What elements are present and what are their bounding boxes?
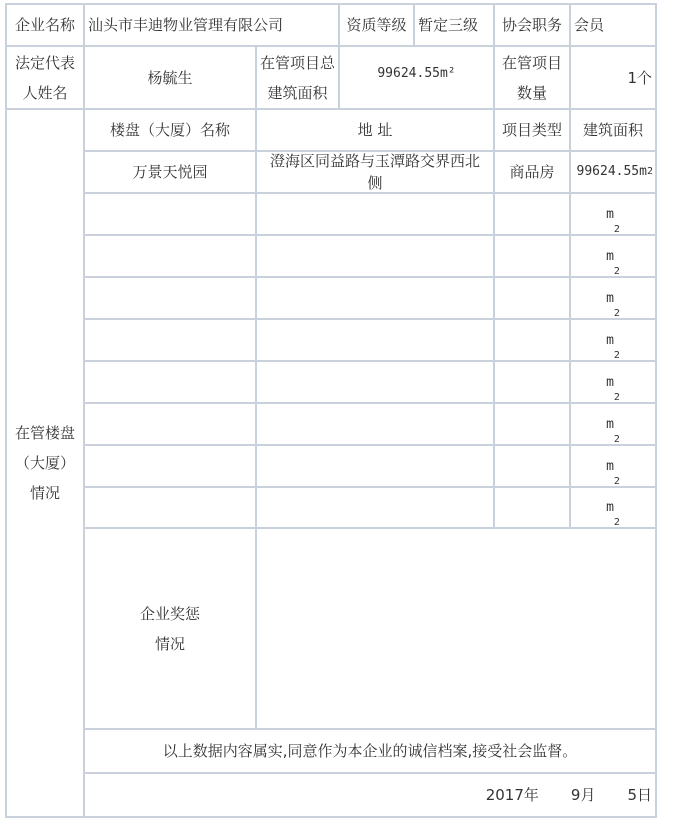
grid-line	[5, 816, 657, 818]
representative-label	[7, 47, 83, 108]
property-name-cell	[85, 194, 255, 234]
properties-section-label	[7, 110, 83, 816]
property-address-line2: 侧	[367, 174, 383, 192]
property-type-cell	[495, 320, 569, 360]
awards-label	[85, 529, 255, 728]
project-count-label-line2: 数量	[516, 83, 547, 102]
property-name-cell: 万景天悦园	[132, 163, 208, 181]
awards-label-line2: 情况	[154, 634, 185, 653]
grid-line	[655, 3, 657, 818]
property-area-cell: m 2	[571, 404, 655, 444]
property-address-cell	[257, 404, 493, 444]
representative-name: 杨毓生	[147, 68, 193, 87]
properties-section-label-line2: （大厦）	[14, 454, 75, 472]
property-area-unit: m	[606, 249, 614, 264]
property-area-unit: m	[606, 207, 614, 222]
property-type-cell	[495, 446, 569, 486]
property-area-cell: m 2	[571, 320, 655, 360]
property-name-cell	[85, 404, 255, 444]
property-type-cell	[495, 236, 569, 276]
representative-label-line1: 法定代表	[14, 53, 75, 72]
property-address-cell	[257, 194, 493, 234]
project-count-label-line1: 在管项目	[501, 53, 562, 72]
total-area-label	[257, 47, 338, 108]
declaration-statement: 以上数据内容属实,同意作为本企业的诚信档案,接受社会监督。	[162, 742, 578, 760]
properties-section-label-line3: 情况	[29, 484, 60, 502]
properties-section-label-line1: 在管楼盘	[14, 424, 75, 442]
declaration-day: 5日	[627, 786, 652, 804]
property-name-cell	[85, 446, 255, 486]
property-name-cell	[85, 278, 255, 318]
column-header-type: 项目类型	[501, 121, 562, 139]
property-address-cell	[257, 278, 493, 318]
property-area-cell: m 2	[571, 278, 655, 318]
association-role-label: 协会职务	[501, 16, 562, 34]
column-header-area: 建筑面积	[582, 121, 643, 139]
property-area-cell: m 2	[571, 236, 655, 276]
property-address-cell	[257, 488, 493, 527]
column-header-name: 楼盘（大厦）名称	[109, 121, 230, 139]
property-type-cell	[495, 194, 569, 234]
column-header-address: 地 址	[357, 121, 393, 139]
project-count-value: 1个	[627, 68, 652, 87]
property-type-cell	[495, 278, 569, 318]
property-type-cell: 商品房	[509, 163, 555, 181]
association-role-value: 会员	[574, 16, 605, 34]
property-address-cell	[257, 152, 493, 192]
company-name-value: 汕头市丰迪物业管理有限公司	[88, 16, 284, 34]
property-area-unit: m	[606, 375, 614, 390]
property-area-cell: 99624.55m 2	[571, 152, 655, 192]
property-name-cell	[85, 320, 255, 360]
declaration-year: 2017年	[485, 786, 539, 804]
project-count-label	[495, 47, 569, 108]
property-address-cell	[257, 320, 493, 360]
total-area-label-line1: 在管项目总	[259, 53, 335, 72]
property-area-cell: m 2	[571, 488, 655, 527]
qualification-label: 资质等级	[346, 16, 407, 34]
property-type-cell	[495, 488, 569, 527]
property-area-unit: m	[606, 333, 614, 348]
property-address-cell	[257, 446, 493, 486]
property-address-line1: 澄海区同益路与玉潭路交界西北	[269, 152, 480, 170]
declaration-month: 9月	[570, 786, 596, 804]
property-address-cell	[257, 362, 493, 402]
property-area-cell: m 2	[571, 362, 655, 402]
declaration-date	[85, 774, 655, 816]
company-name-label: 企业名称	[14, 16, 75, 34]
property-area-unit: m	[606, 291, 614, 306]
property-type-cell	[495, 362, 569, 402]
property-name-cell	[85, 362, 255, 402]
property-area-cell: m 2	[571, 194, 655, 234]
property-name-cell	[85, 488, 255, 527]
awards-content	[257, 529, 655, 728]
property-area-cell: m 2	[571, 446, 655, 486]
property-area-unit: m	[606, 417, 614, 432]
qualification-value: 暂定三级	[418, 16, 479, 34]
property-type-cell	[495, 404, 569, 444]
property-area-unit: m	[606, 500, 614, 515]
total-area-value: 99624.55m²	[377, 66, 456, 81]
property-area-unit: m	[606, 459, 614, 474]
property-area-value: 99624.55m	[576, 164, 647, 179]
representative-label-line2: 人姓名	[22, 83, 68, 102]
awards-label-line1: 企业奖惩	[139, 604, 200, 623]
property-name-cell	[85, 236, 255, 276]
total-area-label-line2: 建筑面积	[267, 83, 328, 102]
property-address-cell	[257, 236, 493, 276]
